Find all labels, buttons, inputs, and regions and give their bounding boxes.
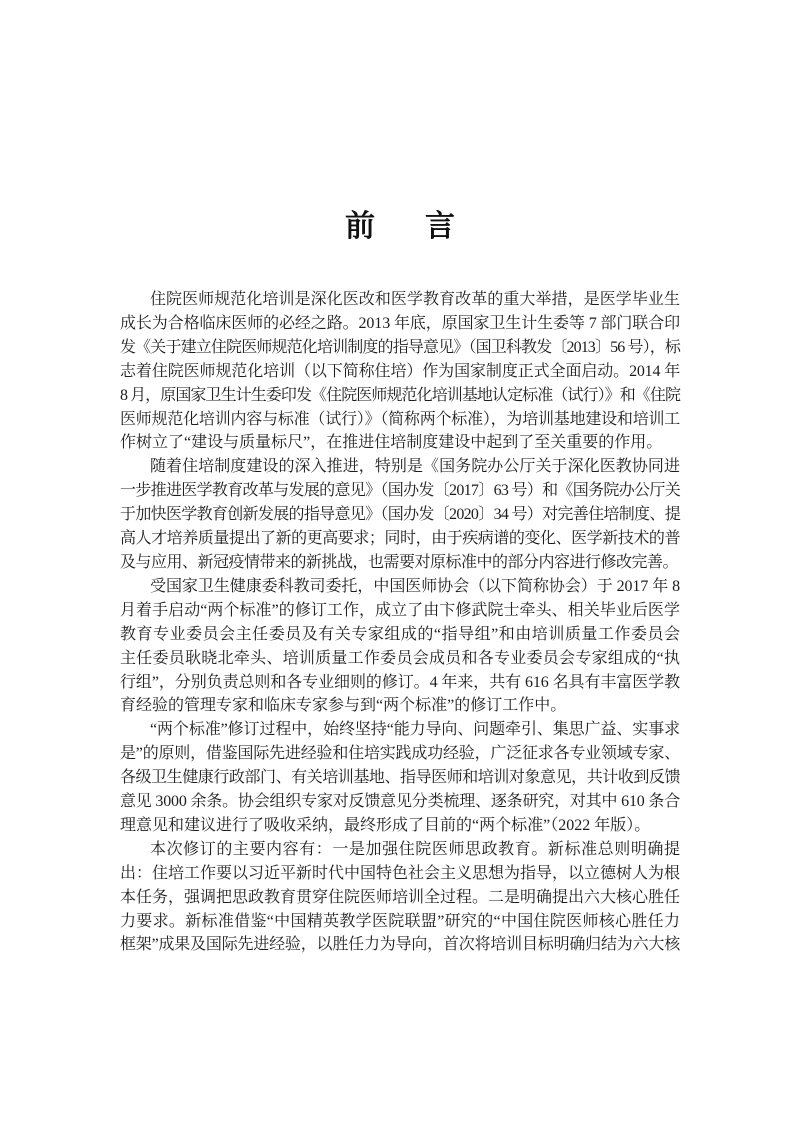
text-line: 本次修订的主要内容有：一是加强住院医师思政教育。新标准总则明确提 [150, 840, 680, 858]
page-title: 前言 [345, 210, 505, 243]
text-line: 住院医师规范化培训是深化医改和医学教育改革的重大举措，是医学毕业生 [150, 291, 680, 308]
text-line: 育经验的管理专家和临床专家参与到“两个标准”的修订工作中。 [120, 697, 567, 715]
text-line: 随着住培制度建设的深入推进，特别是《国务院办公厅关于深化医教协同进 [150, 458, 680, 476]
text-line: 教育专业委员会主任委员及有关专家组成的“指导组”和由培训质量工作委员会 [120, 625, 680, 643]
body-text [120, 288, 680, 957]
text-line: 于加快医学教育创新发展的指导意见》（国办发〔2020〕34 号）对完善住培制度、提 [120, 506, 680, 524]
paragraph [120, 288, 680, 455]
text-line: 月着手启动“两个标准”的修订工作，成立了由卞修武院士牵头、相关毕业后医学 [120, 601, 680, 619]
text-line: 及与应用、新冠疫情带来的新挑战，也需要对原标准中的部分内容进行修改完善。 [120, 553, 679, 571]
text-line: 出：住培工作要以习近平新时代中国特色社会主义思想为指导，以立德树人为根 [120, 864, 681, 882]
text-line: 行组”，分别负责总则和各专业细则的修订。4 年来，共有 616 名具有丰富医学教 [120, 673, 680, 691]
text-line: 8 月，原国家卫生计生委印发《住院医师规范化培训基地认定标准（试行）》和《住院 [120, 386, 680, 404]
text-line: 作树立了“建设与质量标尺”，在推进住培制度建设中起到了至关重要的作用。 [120, 434, 663, 452]
text-line: 意见 3000 余条。协会组织专家对反馈意见分类梳理、逐条研究，对其中 610 条合 [120, 793, 680, 811]
text-line: 发《关于建立住院医师规范化培训制度的指导意见》（国卫科教发〔2013〕56 号），标 [120, 338, 680, 356]
text-line: 主任委员耿晓北牵头、培训质量工作委员会成员和各专业委员会专家组成的“执 [120, 649, 680, 667]
paragraph [120, 718, 680, 838]
text-line: 理意见和建议进行了吸收采纳，最终形成了目前的“两个标准”（2022 年版）。 [120, 816, 651, 834]
paragraph [120, 455, 680, 575]
text-line: 是”的原则，借鉴国际先进经验和住培实践成功经验，广泛征求各专业领域专家、 [120, 745, 680, 763]
paragraph [120, 838, 680, 958]
text-line: 受国家卫生健康委科教司委托，中国医师协会（以下简称协会）于 2017 年 8 [150, 577, 680, 595]
paragraph [120, 575, 680, 718]
text-line: 本任务，强调把思政教育贯穿住院医师培训全过程。二是明确提出六大核心胜任 [120, 888, 681, 906]
text-line: 力要求。新标准借鉴“中国精英教学医院联盟”研究的“中国住院医师核心胜任力 [120, 912, 680, 930]
text-line: 高人才培养质量提出了新的更高要求；同时，由于疾病谱的变化、医学新技术的普 [120, 530, 680, 548]
text-line: 框架”成果及国际先进经验，以胜任力为导向，首次将培训目标明确归结为六大核 [120, 936, 680, 954]
text-line: 医师规范化培训内容与标准（试行）》（简称两个标准），为培训基地建设和培训工 [120, 410, 680, 428]
text-line: 志着住院医师规范化培训（以下简称住培）作为国家制度正式全面启动。2014 年 [120, 362, 680, 380]
page-title-row [0, 207, 800, 247]
text-line: “两个标准”修订过程中，始终坚持“能力导向、问题牵引、集思广益、实事求 [150, 721, 680, 739]
text-line: 一步推进医学教育改革与发展的意见》（国办发〔2017〕63 号）和《国务院办公厅关 [120, 482, 680, 500]
text-line: 成长为合格临床医师的必经之路。2013 年底，原国家卫生计生委等 7 部门联合印 [120, 314, 681, 332]
text-line: 各级卫生健康行政部门、有关培训基地、指导医师和培训对象意见，共计收到反馈 [120, 769, 680, 787]
